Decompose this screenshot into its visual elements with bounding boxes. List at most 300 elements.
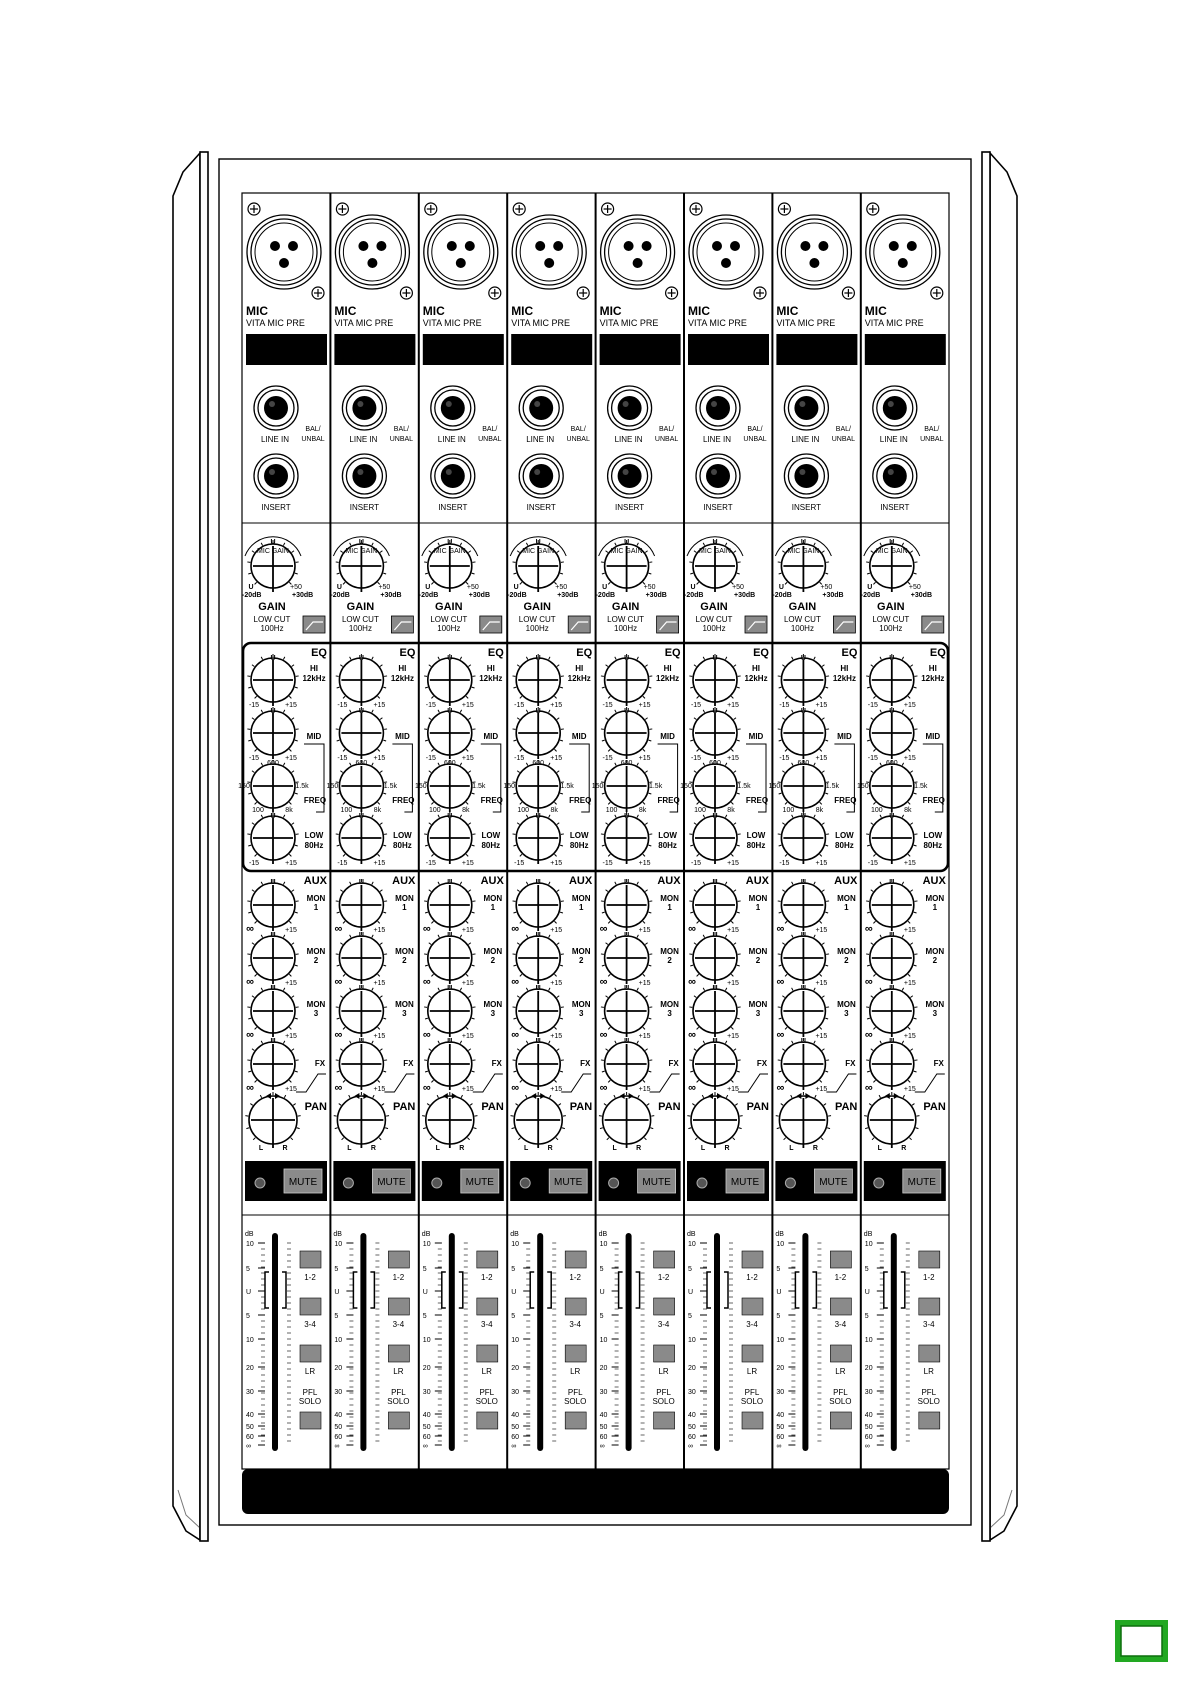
insert-jack[interactable] <box>696 454 740 498</box>
knob-u-label: U <box>270 655 276 662</box>
mon-number: 2 <box>932 956 938 965</box>
freq-br-label: 8k <box>815 807 824 814</box>
pfl-solo-button[interactable] <box>300 1412 321 1429</box>
assign-1-2-button[interactable] <box>565 1251 586 1268</box>
preamp-label: VITA MIC PRE <box>422 318 482 328</box>
xlr-face <box>874 223 932 281</box>
fader-scale-label: ∞ <box>334 1443 340 1450</box>
mid-label: MID <box>483 732 499 741</box>
pfl-solo-button[interactable] <box>742 1412 763 1429</box>
aux-max-label: +15 <box>373 1086 386 1093</box>
mute-button[interactable] <box>726 1169 764 1193</box>
fader-scale-label: 10 <box>776 1337 785 1344</box>
assign-3-4-button[interactable] <box>477 1298 498 1315</box>
xlr-input[interactable] <box>689 215 763 289</box>
mid-label: MID <box>660 732 675 741</box>
knob-u-label: U <box>889 932 895 939</box>
low-cut-button[interactable] <box>745 616 767 633</box>
assign-lr-button[interactable] <box>919 1345 940 1362</box>
assign-3-4-button[interactable] <box>300 1298 321 1315</box>
low-cut-button[interactable] <box>657 616 679 633</box>
aux-label: AUX <box>834 875 858 887</box>
bal-label: BAL/ <box>747 426 763 433</box>
gain-label: GAIN <box>346 601 375 613</box>
knob-u-label: U <box>447 985 453 992</box>
knob-u-label: U <box>624 879 630 886</box>
low-cut-button[interactable] <box>568 616 590 633</box>
hi-label: HI <box>398 664 407 673</box>
knob-u-label: U <box>535 813 541 820</box>
mon-number: 1 <box>932 903 938 912</box>
gain-label: GAIN <box>788 601 817 613</box>
knob-u-label: U <box>624 708 630 715</box>
aux-max-label: +15 <box>461 980 474 987</box>
pfl-label: PFL <box>391 1388 406 1397</box>
assign-1-2-button[interactable] <box>477 1251 498 1268</box>
aux-max-label: +15 <box>815 1086 828 1093</box>
bottom-label-strip <box>242 1469 949 1514</box>
freq-right-label: 1.5k <box>648 783 663 790</box>
fader-scale-label: 5 <box>688 1313 692 1320</box>
aux-min-label: ∞ <box>776 1082 785 1094</box>
mid-label: MID <box>748 732 764 741</box>
fader-scale-label: 30 <box>246 1389 254 1396</box>
assign-3-4-button[interactable] <box>830 1298 851 1315</box>
pfl-solo-button[interactable] <box>565 1412 586 1429</box>
fader-scale-label: 60 <box>511 1434 519 1441</box>
freq-bl-label: 100 <box>870 807 883 814</box>
low-cut-button[interactable] <box>480 616 502 633</box>
knob-u-label: U <box>270 813 276 820</box>
fx-label: FX <box>756 1059 768 1068</box>
knob-max-label: +15 <box>903 860 916 867</box>
line-in-jack[interactable] <box>784 386 828 430</box>
fader-scale-label: 5 <box>864 1266 869 1273</box>
knob-u-label: U <box>447 708 453 715</box>
mon-label: MON <box>395 1000 414 1009</box>
line-in-jack-hole <box>534 401 540 407</box>
aux-min-label: ∞ <box>246 1082 254 1094</box>
mute-button[interactable] <box>372 1169 410 1193</box>
hi-freq-label: 12kHz <box>302 674 326 683</box>
assign-1-2-button[interactable] <box>830 1251 851 1268</box>
xlr-pin-3 <box>456 258 466 268</box>
freq-top-label: 600 <box>532 760 545 767</box>
fader-scale-label: 50 <box>511 1424 519 1431</box>
aux-max-label: +15 <box>461 1033 474 1040</box>
xlr-face <box>343 223 401 281</box>
low-label: LOW <box>304 831 324 840</box>
line-in-jack[interactable] <box>342 386 386 430</box>
fader-scale-label: 30 <box>864 1389 873 1396</box>
mute-button[interactable] <box>814 1169 852 1193</box>
xlr-input[interactable] <box>777 215 851 289</box>
pfl-label: PFL <box>479 1388 495 1397</box>
fx-label: FX <box>491 1059 502 1068</box>
mon-label: MON <box>748 1000 768 1009</box>
gain-mid-label: +50 <box>908 584 921 591</box>
xlr-pin-1 <box>889 241 899 251</box>
line-in-label: LINE IN <box>526 435 555 444</box>
solo-label: SOLO <box>829 1397 852 1406</box>
gain-max-label: +30dB <box>645 592 667 599</box>
mon-label: MON <box>660 947 679 956</box>
insert-jack[interactable] <box>342 454 386 498</box>
xlr-pin-2 <box>730 241 740 251</box>
aux-max-label: +15 <box>638 1033 651 1040</box>
unbal-label: UNBAL <box>478 436 502 443</box>
line-in-jack[interactable] <box>519 386 563 430</box>
insert-jack[interactable] <box>873 454 917 498</box>
mon-label: MON <box>660 1000 679 1009</box>
assign-1-2-button[interactable] <box>742 1251 763 1268</box>
insert-label: INSERT <box>880 503 910 512</box>
mute-button[interactable] <box>461 1169 499 1193</box>
gain-min-label: -20dB <box>242 592 262 599</box>
line-in-label: LINE IN <box>879 435 908 444</box>
freq-bl-label: 100 <box>340 807 353 814</box>
xlr-pin-3 <box>367 258 377 268</box>
bal-label: BAL/ <box>393 426 409 433</box>
aux-max-label: +15 <box>815 927 828 934</box>
mute-label: MUTE <box>554 1177 583 1188</box>
assign-lr-button[interactable] <box>477 1345 498 1362</box>
assign-1-2-button[interactable] <box>919 1251 940 1268</box>
knob-u-label: U <box>358 932 364 939</box>
knob-min-label: -15 <box>690 702 702 709</box>
pan-l-label: L <box>435 1145 440 1152</box>
pan-label: PAN <box>923 1101 946 1113</box>
mon-label: MON <box>306 894 326 903</box>
assign-1-2-button[interactable] <box>654 1251 675 1268</box>
fader-scale-label: 10 <box>864 1241 873 1248</box>
pfl-label: PFL <box>833 1388 848 1397</box>
freq-label: FREQ <box>569 796 592 805</box>
assign-3-4-button[interactable] <box>742 1298 763 1315</box>
assign-3-4-button[interactable] <box>565 1298 586 1315</box>
xlr-pin-3 <box>544 258 554 268</box>
fader-scale-label: 20 <box>599 1365 608 1372</box>
preamp-label: VITA MIC PRE <box>511 318 571 328</box>
mon-number: 1 <box>313 903 319 912</box>
knob-u-label: U <box>447 655 453 662</box>
fader-scale-label: U <box>864 1289 870 1296</box>
fader-scale-label: 5 <box>334 1266 339 1273</box>
fader-scale-label: 20 <box>776 1365 785 1372</box>
assign-lr-button[interactable] <box>388 1345 409 1362</box>
pfl-solo-button[interactable] <box>830 1412 851 1429</box>
gain-mid-label: +50 <box>378 584 391 591</box>
freq-top-label: 600 <box>620 760 633 767</box>
screw-icon <box>312 287 324 299</box>
assign-label: 1-2 <box>304 1273 316 1282</box>
knob-u-label: U <box>270 1038 276 1045</box>
solo-label: SOLO <box>652 1397 675 1406</box>
ol-led <box>785 1178 795 1188</box>
mute-button[interactable] <box>549 1169 587 1193</box>
assign-1-2-button[interactable] <box>388 1251 409 1268</box>
fader-scale-label: 5 <box>246 1266 250 1273</box>
knob-u-label: U <box>270 985 276 992</box>
fader-scale-label: 50 <box>864 1424 873 1431</box>
knob-max-label: +15 <box>285 755 297 762</box>
screw-icon <box>666 287 678 299</box>
fader-scale-label: 5 <box>599 1313 604 1320</box>
assign-lr-button[interactable] <box>565 1345 586 1362</box>
line-in-jack-socket <box>264 396 288 420</box>
xlr-input[interactable] <box>601 215 675 289</box>
screw-icon <box>842 287 854 299</box>
gain-min-label: -20dB <box>507 592 527 599</box>
assign-3-4-button[interactable] <box>919 1298 940 1315</box>
freq-label: FREQ <box>303 796 327 805</box>
mon-label: MON <box>571 947 591 956</box>
fader-scale-label: 5 <box>688 1266 692 1273</box>
low-label: LOW <box>569 831 589 840</box>
line-in-jack[interactable] <box>608 386 652 430</box>
mute-button[interactable] <box>903 1169 941 1193</box>
aux-min-label: ∞ <box>688 1029 696 1041</box>
knob-min-label: -15 <box>425 860 436 867</box>
pfl-label: PFL <box>921 1388 937 1397</box>
knob-min-label: -15 <box>867 755 878 762</box>
low-cut-button[interactable] <box>833 616 855 633</box>
knob-u-label: U <box>800 655 806 662</box>
freq-right-label: 1.5k <box>914 783 928 790</box>
knob-u-label: U <box>535 1038 541 1045</box>
aux-min-label: ∞ <box>511 1029 520 1041</box>
aux-label: AUX <box>568 875 593 887</box>
insert-jack[interactable] <box>519 454 563 498</box>
freq-right-label: 1.5k <box>825 783 840 790</box>
low-cut-button[interactable] <box>922 616 944 633</box>
pfl-solo-button[interactable] <box>654 1412 675 1429</box>
aux-max-label: +15 <box>550 927 563 934</box>
gain-mid-label: +50 <box>643 584 656 591</box>
pan-label: PAN <box>569 1101 593 1113</box>
freq-bl-label: 100 <box>252 807 264 814</box>
fader-scale-label: 30 <box>688 1389 696 1396</box>
aux-max-label: +15 <box>727 980 739 987</box>
line-in-jack[interactable] <box>696 386 740 430</box>
low-cut-label: LOW CUT <box>430 615 468 624</box>
fader-scale-label: 10 <box>511 1241 519 1248</box>
pan-r-label: R <box>812 1145 818 1152</box>
eq-label: EQ <box>929 647 946 659</box>
xlr-input[interactable] <box>247 215 321 289</box>
aux-max-label: +15 <box>638 1086 651 1093</box>
hi-label: HI <box>310 664 318 673</box>
db-label: dB <box>510 1231 519 1238</box>
assign-lr-button[interactable] <box>654 1345 675 1362</box>
mic-label: MIC <box>599 304 622 318</box>
mon-number: 3 <box>667 1009 672 1018</box>
aux-min-label: ∞ <box>511 976 520 988</box>
low-freq-label: 80Hz <box>658 841 677 850</box>
freq-right-label: 1.5k <box>295 783 309 790</box>
knob-u-label: U <box>712 932 718 939</box>
knob-max-label: +15 <box>373 702 386 709</box>
mic-gain-label: MIC GAIN <box>875 548 908 555</box>
insert-jack[interactable] <box>431 454 475 498</box>
xlr-input[interactable] <box>335 215 409 289</box>
fader-scale-label: 50 <box>334 1424 343 1431</box>
fader-scale-label: 30 <box>511 1389 519 1396</box>
assign-3-4-button[interactable] <box>654 1298 675 1315</box>
low-cut-button[interactable] <box>391 616 413 633</box>
knob-max-label: +15 <box>815 702 828 709</box>
knob-u-label: U <box>889 708 895 715</box>
mon-number: 2 <box>755 956 761 965</box>
mute-button[interactable] <box>284 1169 322 1193</box>
gain-u-left: U <box>602 584 608 591</box>
fader-track <box>714 1233 720 1451</box>
pan-r-label: R <box>547 1145 553 1152</box>
pfl-solo-button[interactable] <box>388 1412 409 1429</box>
fx-label: FX <box>668 1059 679 1068</box>
fader-scale-label: 50 <box>688 1424 696 1431</box>
knob-u-label: U <box>358 879 364 886</box>
line-in-jack[interactable] <box>254 386 298 430</box>
ol-label: OL <box>519 1167 531 1176</box>
xlr-pin-1 <box>535 241 545 251</box>
knob-max-label: +15 <box>638 860 651 867</box>
gain-u-left: U <box>778 584 784 591</box>
mon-number: 1 <box>755 903 761 912</box>
fader-scale-label: 5 <box>776 1313 781 1320</box>
aux-label: AUX <box>922 875 946 887</box>
knob-min-label: -15 <box>514 702 525 709</box>
insert-jack-hole <box>799 469 805 475</box>
knob-u-label: U <box>535 879 541 886</box>
pan-label: PAN <box>392 1101 416 1113</box>
unbal-label: UNBAL <box>566 436 590 443</box>
mute-label: MUTE <box>642 1177 671 1188</box>
insert-jack[interactable] <box>784 454 828 498</box>
aux-min-label: ∞ <box>864 1029 873 1041</box>
low-cut-button-face <box>568 616 590 633</box>
pfl-solo-button[interactable] <box>919 1412 940 1429</box>
freq-br-label: 8k <box>285 807 293 814</box>
freq-br-label: 8k <box>462 807 470 814</box>
xlr-input[interactable] <box>424 215 498 289</box>
aux-max-label: +15 <box>727 1086 739 1093</box>
gain-u-left: U <box>867 584 873 591</box>
insert-jack-socket <box>264 464 288 488</box>
pan-label: PAN <box>481 1101 504 1113</box>
solo-label: SOLO <box>917 1397 940 1406</box>
low-label: LOW <box>835 831 854 840</box>
knob-min-label: -15 <box>514 755 525 762</box>
channel-name-strip <box>688 334 769 365</box>
channel-name-strip <box>246 334 327 365</box>
gain-max-label: +30dB <box>734 592 756 599</box>
knob-max-label: +15 <box>461 755 474 762</box>
assign-3-4-button[interactable] <box>388 1298 409 1315</box>
mute-button[interactable] <box>638 1169 676 1193</box>
gain-u-label: U <box>712 539 718 546</box>
hi-label: HI <box>663 664 672 673</box>
insert-jack-hole <box>623 469 629 475</box>
pfl-solo-button[interactable] <box>477 1412 498 1429</box>
low-cut-button-face <box>303 616 325 633</box>
low-cut-button-face <box>833 616 855 633</box>
xlr-pin-2 <box>288 241 298 251</box>
assign-label: 1-2 <box>923 1273 935 1282</box>
assign-1-2-button[interactable] <box>300 1251 321 1268</box>
freq-label: FREQ <box>745 796 769 805</box>
fader-scale-label: 5 <box>599 1266 604 1273</box>
bal-label: BAL/ <box>835 426 851 433</box>
hi-freq-label: 12kHz <box>921 674 945 683</box>
assign-lr-button[interactable] <box>830 1345 851 1362</box>
knob-u-label: U <box>624 985 630 992</box>
line-in-jack[interactable] <box>431 386 475 430</box>
xlr-pin-1 <box>447 241 457 251</box>
hi-freq-label: 12kHz <box>656 674 680 683</box>
insert-jack[interactable] <box>254 454 298 498</box>
knob-u-label: U <box>535 655 541 662</box>
gain-min-label: -20dB <box>772 592 792 599</box>
line-in-jack-hole <box>888 401 894 407</box>
fader-scale-label: 20 <box>864 1365 873 1372</box>
aux-min-label: ∞ <box>688 976 696 988</box>
insert-jack[interactable] <box>608 454 652 498</box>
solo-label: SOLO <box>387 1397 410 1406</box>
fader-scale-label: 10 <box>422 1241 431 1248</box>
knob-u-label: U <box>712 708 718 715</box>
xlr-input[interactable] <box>866 215 940 289</box>
right-rail <box>982 152 990 1541</box>
mon-label: MON <box>837 894 856 903</box>
gain-mid-label: +50 <box>820 584 833 591</box>
line-in-jack-hole <box>711 401 717 407</box>
knob-min-label: -15 <box>425 702 436 709</box>
hi-freq-label: 12kHz <box>567 674 591 683</box>
aux-max-label: +15 <box>461 927 474 934</box>
freq-right-label: 1.5k <box>383 783 398 790</box>
fader-scale-label: ∞ <box>688 1443 693 1450</box>
freq-label: FREQ <box>480 796 503 805</box>
fader-scale-label: 50 <box>246 1424 254 1431</box>
aux-label: AUX <box>480 875 504 887</box>
knob-u-label: U <box>800 708 806 715</box>
pan-label: PAN <box>746 1101 769 1113</box>
solo-label: SOLO <box>475 1397 498 1406</box>
assign-lr-button[interactable] <box>300 1345 321 1362</box>
low-cut-button[interactable] <box>303 616 325 633</box>
knob-max-label: +15 <box>638 755 651 762</box>
xlr-input[interactable] <box>512 215 586 289</box>
gain-label: GAIN <box>258 601 286 613</box>
mute-label: MUTE <box>907 1177 936 1188</box>
knob-u-label: U <box>535 985 541 992</box>
low-freq-label: 80Hz <box>923 841 943 850</box>
line-in-jack[interactable] <box>873 386 917 430</box>
freq-right-label: 1.5k <box>472 783 486 790</box>
low-label: LOW <box>923 831 943 840</box>
fader-scale-label: U <box>688 1289 694 1296</box>
assign-lr-button[interactable] <box>742 1345 763 1362</box>
fader-scale-label: U <box>599 1289 605 1296</box>
knob-max-label: +15 <box>373 755 386 762</box>
hi-freq-label: 12kHz <box>479 674 503 683</box>
mic-gain-label: MIC GAIN <box>433 548 466 555</box>
line-in-jack-socket <box>706 396 730 420</box>
aux-min-label: ∞ <box>776 976 785 988</box>
pan-l-label: L <box>258 1145 264 1152</box>
knob-min-label: -15 <box>425 755 436 762</box>
